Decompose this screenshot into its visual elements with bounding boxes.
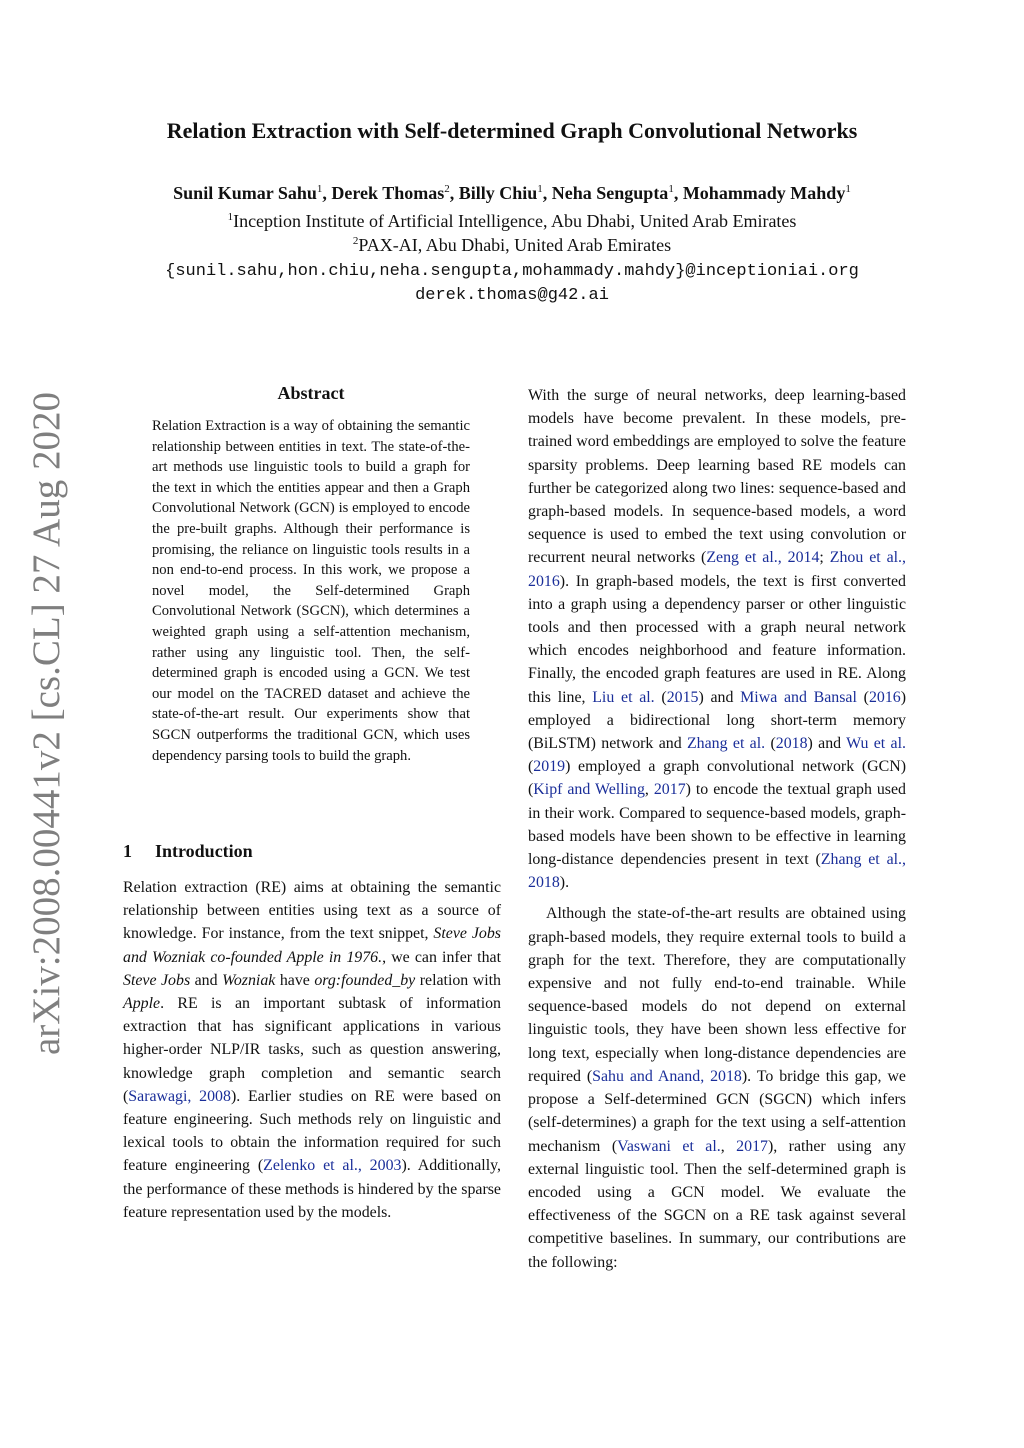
body-text: ). Earlier studies on RE were based on feature engineering. Such methods rely on linguistic and lexical tools to obtain the information required for such feature engineering (	[123, 1087, 501, 1175]
affiliation-text: PAX-AI, Abu Dhabi, United Arab Emirates	[358, 235, 672, 255]
intro-paragraph-1	[123, 876, 501, 1224]
citation-link[interactable]: 2017	[653, 781, 686, 799]
body-text: ). In graph-based models, the text is first converted into a graph using a dependency parser or other linguistic tools and then processed with a graph neural network which encodes neighborhood and feature information. Finally, the encoded graph features are used in RE. Along this line,	[528, 572, 906, 706]
body-text: Although the state-of-the-art results are obtained using graph-based models, they require external tools to build a graph for the text. Therefore, they are computationally expensive and not fully end-to-end trainable. While sequence-based models do not depend on external linguistic tools, they have been shown less effective for long text, especially when long-distance dependencies are required (	[528, 905, 906, 1085]
body-text: ,	[720, 1137, 737, 1155]
body-text: With the surge of neural networks, deep learning-based models have become prevalent. In these models, pre-trained word embeddings are employed to solve the feature sparsity problems. Deep learning based RE models can further be categorized along two lines: sequence-based and graph-based models. In sequence-based models, a word sequence is used to embed the text using convolution or recurrent neural networks (	[528, 387, 906, 567]
author-email: derek.thomas@g42.ai	[415, 286, 609, 305]
body-text: (	[654, 688, 667, 706]
abstract-text: Relation Extraction is a way of obtaining the semantic relationship between entities in text. The state-of-the-art methods use linguistic tools to build a graph for the text in which the entities appear and then a Graph Convolutional Network (GCN) is employed to encode the pre-built graphs. Although their performance is promising, the reliance on linguistic tools results in a non end-to-end process. In this work, we propose a novel model, the Self-determined Graph Convolutional Network (SGCN), which determines a weighted graph using a self-attention mechanism, rather using any linguistic tool. Then, the self-determined graph is encoded using a GCN. We test our model on the TACRED dataset and achieve the state-of-the-art result. Our experiments show that SGCN outperforms the traditional GCN, which uses dependency parsing tools to build the graph.	[152, 418, 470, 764]
example-text: Steve Jobs and Wozniak co-founded Apple in 1976.	[123, 925, 501, 966]
body-text: , we can infer that	[382, 948, 501, 966]
citation-link[interactable]: 2017	[736, 1137, 768, 1155]
body-text: ) employed a bidirectional long short-term memory (BiLSTM) network and	[528, 688, 907, 753]
citation-link[interactable]: Vaswani et al.	[617, 1137, 721, 1155]
citation-link[interactable]: Zhang et al.	[686, 735, 766, 753]
body-text: ). Additionally, the performance of these methods is hindered by the sparse feature representation used by the models.	[123, 1157, 501, 1221]
body-text: ;	[819, 549, 830, 567]
author-affiliation-mark: 1	[668, 183, 674, 195]
right-column	[528, 384, 906, 1274]
body-text: (	[528, 758, 534, 776]
citation-link[interactable]: Zhou et al., 2016	[528, 549, 907, 590]
left-column	[123, 876, 501, 1227]
body-text: ) and	[807, 735, 847, 753]
body-text: ), rather using any external linguistic tool. Then the self-determined graph is encoded using a GCN model. We evaluate the effectiveness of the SGCN on a RE task against several competitive baselines. In summary, our contributions are the following:	[528, 1137, 906, 1271]
author-name: Neha Sengupta	[551, 183, 669, 203]
citation-link[interactable]: Miwa and Bansal	[740, 688, 857, 706]
author-emails: {sunil.sahu,hon.chiu,neha.sengupta,mohammady.mahdy}@inceptioniai.org	[165, 262, 859, 281]
entity-text: Wozniak	[222, 971, 276, 989]
affiliation	[0, 235, 1024, 256]
body-text: ) to encode the textual graph used in their work. Compared to sequence-based models, graph-based models have been shown to be effective in learning long-distance dependencies present in text (	[528, 781, 906, 869]
affiliation-text: Inception Institute of Artificial Intelligence, Abu Dhabi, United Arab Emirates	[233, 211, 797, 231]
body-text: ).	[559, 874, 570, 892]
relation-text: org:founded_by	[314, 971, 416, 989]
citation-link[interactable]: Zhang et al., 2018	[528, 851, 906, 892]
citation-link[interactable]: Wu et al.	[846, 735, 906, 753]
body-text: ) employed a graph convolutional network (GCN) (	[528, 758, 906, 799]
section-title: Introduction	[155, 841, 253, 861]
body-text: Relation extraction (RE) aims at obtaining the semantic relationship between entities using text as a source of knowledge. For instance, from the text snippet,	[123, 879, 501, 943]
section-heading	[123, 841, 253, 862]
arxiv-stamp: arXiv:2008.00441v2 [cs.CL] 27 Aug 2020	[25, 392, 68, 1055]
body-text: relation with	[415, 971, 501, 989]
affiliation-mark: 1	[227, 211, 234, 223]
author-affiliation-mark: 1	[845, 183, 851, 195]
citation-link[interactable]: Zeng et al., 2014	[706, 549, 820, 567]
intro-paragraph-3	[528, 902, 906, 1273]
author-affiliation-mark: 2	[444, 183, 450, 195]
body-text: ) and	[698, 688, 741, 706]
body-text: have	[275, 971, 315, 989]
citation-link[interactable]: 2018	[775, 735, 808, 753]
citation-link[interactable]: Kipf and Welling	[533, 781, 645, 799]
abstract-heading: Abstract	[277, 383, 345, 403]
body-text: (	[765, 735, 776, 753]
section-number: 1	[123, 841, 132, 861]
author-name: Derek Thomas	[331, 183, 445, 203]
author-affiliation-mark: 1	[316, 183, 323, 195]
body-text: and	[190, 971, 223, 989]
affiliation-mark: 2	[352, 235, 359, 247]
intro-paragraph-2-continued	[528, 384, 906, 894]
entity-text: Apple	[123, 995, 161, 1013]
citation-link[interactable]: Sarawagi, 2008	[128, 1087, 231, 1105]
paper-title: Relation Extraction with Self-determined Graph Convolutional Networks	[166, 118, 858, 143]
citation-link[interactable]: 2015	[666, 688, 699, 706]
body-text: ). To bridge this gap, we propose a Self-determined GCN (SGCN) which infers (self-determines) a graph for the text using a self-attention mechanism (	[528, 1067, 906, 1155]
author-name: Sunil Kumar Sahu	[173, 183, 317, 203]
citation-link[interactable]: 2016	[868, 688, 901, 706]
citation-link[interactable]: Liu et al.	[592, 688, 655, 706]
body-text: ,	[644, 781, 654, 799]
author-name: Mohammady Mahdy	[682, 183, 846, 203]
citation-link[interactable]: 2019	[533, 758, 566, 776]
author-name: Billy Chiu	[458, 183, 538, 203]
author-list: Sunil Kumar Sahu$^1$, Derek Thomas$^2$, Billy Chiu$^1$, Neha Sengupta$^1$, Mohammady Mahdy$^1$	[173, 183, 851, 203]
citation-link[interactable]: Zelenko et al., 2003	[263, 1157, 402, 1175]
citation-link[interactable]: Sahu and Anand, 2018	[592, 1067, 742, 1085]
entity-text: Steve Jobs	[123, 971, 191, 989]
body-text: (	[856, 688, 869, 706]
author-affiliation-mark: 1	[537, 183, 543, 195]
body-text: . RE is an important subtask of information extraction that has significant applications in various higher-order NLP/IR tasks, such as question answering, knowledge graph completion and semantic search (	[123, 995, 501, 1105]
affiliation	[0, 211, 1024, 232]
